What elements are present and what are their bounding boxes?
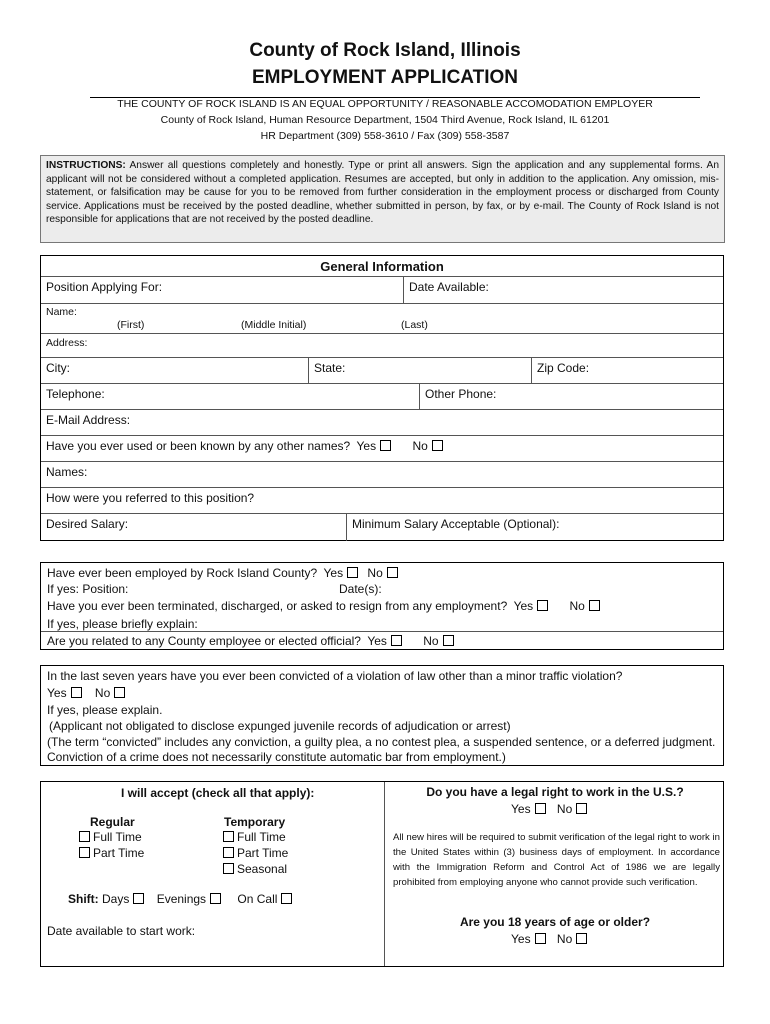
regular-full-time — [79, 830, 142, 844]
age-question: Are you 18 years of age or older? — [459, 915, 651, 929]
seasonal-label: Seasonal — [237, 862, 288, 876]
instructions-box — [40, 155, 725, 243]
conviction-explain: If yes, please explain. — [47, 703, 163, 717]
referred-row[interactable] — [41, 487, 723, 514]
evenings-label: Evenings — [156, 892, 207, 906]
related-yes-checkbox[interactable] — [391, 635, 402, 646]
yes-label: Yes — [47, 686, 67, 700]
name-label: Name: — [46, 306, 77, 318]
shift-on-call-checkbox[interactable] — [281, 893, 292, 904]
other-names-text: Have you ever used or been known by any other names? — [46, 439, 351, 453]
other-names-row — [41, 435, 723, 462]
verification-notice: All new hires will be required to submit verification of the legal right to work in the United States within (3) business days of employment. In accordance with the Immigration Reform and Control Act of 1986 we are legally prohibited from employing anyone who cannot provide such verification. — [393, 832, 720, 888]
date-available-label: Date Available: — [409, 280, 489, 294]
conviction-answer — [47, 686, 125, 700]
instructions-text: Answer all questions completely and honestly. Type or print all answers. Sign the application and any supplemental forms. An applicant will not be considered without a completed application. Resumes are accepted, but only in addition to the application. Any omission, mis-statement, or falsification may be cause for you to be removed from further consideration in the employment process or discharged from County service. Applications must be received by the posted deadline, whether submitted in person, by fax, or by e-mail. The County of Rock Island is not responsible for applications that are not received by the posted deadline. — [46, 160, 719, 225]
temporary-heading: Temporary — [224, 815, 286, 829]
conviction-section — [40, 665, 724, 766]
accept-heading: I will accept (check all that apply): — [121, 786, 315, 800]
related-row — [41, 631, 723, 651]
full-time-label: Full Time — [93, 830, 142, 844]
phone-row — [41, 383, 723, 410]
temporary-seasonal-checkbox[interactable] — [223, 863, 234, 874]
conviction-note-1: (Applicant not obligated to disclose expunged juvenile records of adjudication or arrest) — [49, 719, 511, 733]
divider — [384, 782, 385, 966]
related-text: Are you related to any County employee or elected official? — [47, 634, 361, 648]
conviction-no-checkbox[interactable] — [114, 687, 125, 698]
if-yes-position-label: If yes: Position: — [47, 582, 129, 596]
legal-right-answer — [511, 802, 587, 816]
availability-section — [40, 781, 724, 967]
no-label: No — [556, 932, 573, 946]
yes-label: Yes — [511, 802, 531, 816]
salary-row — [41, 513, 723, 541]
temporary-part-time-checkbox[interactable] — [223, 847, 234, 858]
legal-right-yes-checkbox[interactable] — [535, 803, 546, 814]
employment-section — [40, 562, 724, 650]
no-label: No — [423, 634, 439, 648]
terminated-no-checkbox[interactable] — [589, 600, 600, 611]
days-label: Days — [102, 892, 130, 906]
conviction-question: In the last seven years have you ever been convicted of a violation of law other than a minor traffic violation? — [47, 669, 623, 683]
yes-label: Yes — [367, 634, 387, 648]
address-row[interactable] — [41, 333, 723, 358]
position-row — [41, 276, 723, 304]
temporary-part-time — [223, 846, 288, 860]
general-information-section — [40, 255, 724, 541]
divider — [531, 358, 532, 384]
names-row[interactable] — [41, 461, 723, 488]
divider — [308, 358, 309, 384]
yes-label: Yes — [323, 566, 344, 580]
no-label: No — [556, 802, 573, 816]
temporary-full-time-checkbox[interactable] — [223, 831, 234, 842]
employed-text: Have ever been employed by Rock Island County? — [47, 566, 318, 580]
zip-label: Zip Code: — [537, 361, 590, 375]
conviction-note-2: (The term “convicted” includes any conviction, a guilty plea, a no contest plea, a suspended sentence, or a deferred judgment. — [47, 735, 716, 749]
regular-full-time-checkbox[interactable] — [79, 831, 90, 842]
explain-label: If yes, please briefly explain: — [47, 617, 198, 631]
telephone-label: Telephone: — [46, 387, 105, 401]
referred-label: How were you referred to this position? — [46, 491, 255, 505]
email-row[interactable] — [41, 409, 723, 436]
yes-label: Yes — [513, 599, 534, 613]
shift-days-checkbox[interactable] — [133, 893, 144, 904]
names-label: Names: — [46, 465, 88, 479]
other-phone-label: Other Phone: — [425, 387, 497, 401]
conviction-note-3: Conviction of a crime does not necessarily constitute automatic bar from employment.) — [47, 750, 506, 764]
related-no-checkbox[interactable] — [443, 635, 454, 646]
regular-part-time-checkbox[interactable] — [79, 847, 90, 858]
part-time-label: Part Time — [237, 846, 289, 860]
temporary-seasonal — [223, 862, 287, 876]
state-label: State: — [314, 361, 346, 375]
other-names-yes-checkbox[interactable] — [380, 440, 391, 451]
hr-contact: HR Department (309) 558-3610 / Fax (309) 558-3587 — [260, 130, 510, 142]
regular-heading: Regular — [90, 815, 135, 829]
no-label: No — [569, 599, 585, 613]
legal-right-heading: Do you have a legal right to work in the U.S.? — [426, 785, 684, 799]
divider — [346, 514, 347, 541]
employed-yes-checkbox[interactable] — [347, 567, 358, 578]
form-title: EMPLOYMENT APPLICATION — [252, 67, 518, 88]
shift-options — [68, 892, 292, 906]
terminated-question — [47, 599, 600, 613]
page-title: County of Rock Island, Illinois — [249, 40, 521, 61]
related-question — [47, 634, 454, 648]
city-label: City: — [46, 361, 70, 375]
shift-evenings-checkbox[interactable] — [210, 893, 221, 904]
other-names-question — [46, 439, 443, 453]
name-row[interactable] — [41, 303, 723, 334]
city-state-zip-row — [41, 357, 723, 384]
terminated-text: Have you ever been terminated, discharged, or asked to resign from any employment? — [47, 599, 508, 613]
divider — [403, 277, 404, 304]
middle-initial-caption: (Middle Initial) — [241, 319, 307, 331]
eoe-statement: THE COUNTY OF ROCK ISLAND IS AN EQUAL OPPORTUNITY / REASONABLE ACCOMODATION EMPLOYER — [117, 98, 653, 110]
age-yes-checkbox[interactable] — [535, 933, 546, 944]
start-date-label: Date available to start work: — [47, 924, 196, 938]
conviction-yes-checkbox[interactable] — [71, 687, 82, 698]
full-time-label: Full Time — [237, 830, 286, 844]
address-label: Address: — [46, 337, 88, 349]
position-label: Position Applying For: — [46, 280, 163, 294]
no-label: No — [367, 566, 383, 580]
yes-label: Yes — [356, 439, 377, 453]
county-address: County of Rock Island, Human Resource Department, 1504 Third Avenue, Rock Island, IL 61201 — [160, 114, 610, 126]
desired-salary-label: Desired Salary: — [46, 517, 129, 531]
other-names-no-checkbox[interactable] — [432, 440, 443, 451]
shift-label: Shift: — [68, 892, 99, 906]
part-time-label: Part Time — [93, 846, 145, 860]
regular-part-time — [79, 846, 144, 860]
no-label: No — [412, 439, 428, 453]
no-label: No — [94, 686, 111, 700]
general-heading: General Information — [320, 259, 444, 274]
first-name-caption: (First) — [117, 319, 145, 331]
employed-question — [47, 566, 398, 580]
age-answer — [511, 932, 587, 946]
instructions-label: INSTRUCTIONS: — [46, 160, 126, 171]
on-call-label: On Call — [237, 892, 278, 906]
min-salary-label: Minimum Salary Acceptable (Optional): — [352, 517, 560, 531]
employed-no-checkbox[interactable] — [387, 567, 398, 578]
dates-label: Date(s): — [339, 582, 382, 596]
legal-right-no-checkbox[interactable] — [576, 803, 587, 814]
yes-label: Yes — [511, 932, 531, 946]
terminated-yes-checkbox[interactable] — [537, 600, 548, 611]
last-name-caption: (Last) — [401, 319, 428, 331]
age-no-checkbox[interactable] — [576, 933, 587, 944]
divider — [419, 384, 420, 410]
temporary-full-time — [223, 830, 286, 844]
email-label: E-Mail Address: — [46, 413, 131, 427]
